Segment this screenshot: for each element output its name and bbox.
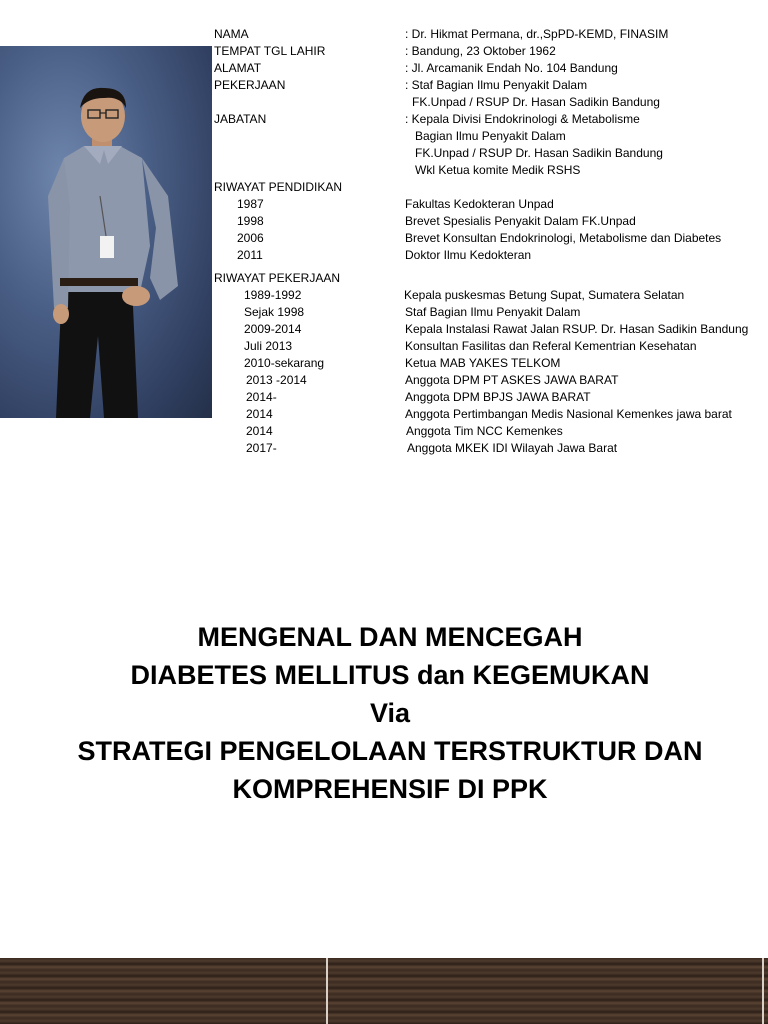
work-desc: Anggota Pertimbangan Medis Nasional Kemenkes jawa barat — [405, 407, 732, 421]
education-item — [214, 196, 768, 213]
work-item — [214, 304, 768, 321]
work-item — [214, 321, 768, 338]
field-pekerjaan — [214, 77, 768, 94]
field-value: : Jl. Arcamanik Endah No. 104 Bandung — [405, 61, 618, 75]
work-desc: Konsultan Fasilitas dan Referal Kementrian Kesehatan — [405, 339, 697, 353]
work-item — [214, 372, 768, 389]
work-desc: Anggota DPM PT ASKES JAWA BARAT — [405, 373, 619, 387]
work-year: 2009-2014 — [244, 322, 302, 336]
field-value: FK.Unpad / RSUP Dr. Hasan Sadikin Bandung — [412, 95, 660, 109]
field-label: NAMA — [214, 27, 249, 41]
field-value: : Dr. Hikmat Permana, dr.,SpPD-KEMD, FINASIM — [405, 27, 669, 41]
field-jabatan-cont — [214, 128, 768, 145]
presentation-title — [0, 618, 768, 808]
field-alamat — [214, 60, 768, 77]
work-year: 2010-sekarang — [244, 356, 325, 370]
work-year: 2013 -2014 — [246, 373, 307, 387]
education-desc: Brevet Konsultan Endokrinologi, Metabolisme dan Diabetes — [405, 231, 722, 245]
education-year: 2006 — [237, 231, 264, 245]
education-year: 1998 — [237, 214, 264, 228]
field-label: JABATAN — [214, 112, 267, 126]
wood-floor-band — [0, 958, 768, 1024]
work-desc: Anggota DPM BPJS JAWA BARAT — [405, 390, 591, 404]
work-item — [214, 440, 768, 457]
curriculum-vitae — [214, 26, 768, 457]
work-desc: Staf Bagian Ilmu Penyakit Dalam — [405, 305, 581, 319]
work-year: 1989-1992 — [244, 288, 302, 302]
education-desc: Doktor Ilmu Kedokteran — [405, 248, 532, 262]
field-jabatan-cont — [214, 162, 768, 179]
work-year: Juli 2013 — [244, 339, 293, 353]
title-line: Via — [369, 698, 411, 728]
work-item — [214, 338, 768, 355]
field-label: ALAMAT — [214, 61, 262, 75]
field-pekerjaan-cont — [214, 94, 768, 111]
work-desc: Kepala Instalasi Rawat Jalan RSUP. Dr. Hasan Sadikin Bandung — [405, 322, 749, 336]
education-item — [214, 230, 768, 247]
floor-seam — [326, 958, 328, 1024]
work-year: Sejak 1998 — [244, 305, 305, 319]
title-line: DIABETES MELLITUS dan KEGEMUKAN — [130, 660, 650, 690]
work-item — [214, 287, 768, 304]
field-value: Bagian Ilmu Penyakit Dalam — [415, 129, 566, 143]
work-item — [214, 406, 768, 423]
field-value: Wkl Ketua komite Medik RSHS — [415, 163, 581, 177]
work-item — [214, 355, 768, 372]
work-desc: Kepala puskesmas Betung Supat, Sumatera Selatan — [404, 288, 685, 302]
field-value: FK.Unpad / RSUP Dr. Hasan Sadikin Bandung — [415, 146, 663, 160]
floor-seam — [762, 958, 764, 1024]
work-desc: Anggota MKEK IDI Wilayah Jawa Barat — [407, 441, 618, 455]
education-year: 1987 — [237, 197, 264, 211]
work-desc: Anggota Tim NCC Kemenkes — [406, 424, 563, 438]
field-nama — [214, 26, 768, 43]
education-item — [214, 213, 768, 230]
field-jabatan — [214, 111, 768, 128]
field-value: : Staf Bagian Ilmu Penyakit Dalam — [405, 78, 588, 92]
speaker-photo — [0, 46, 212, 418]
field-label: TEMPAT TGL LAHIR — [214, 44, 326, 58]
field-label: PEKERJAAN — [214, 78, 286, 92]
education-desc: Brevet Spesialis Penyakit Dalam FK.Unpad — [405, 214, 636, 228]
title-line: STRATEGI PENGELOLAAN TERSTRUKTUR DAN — [77, 736, 703, 766]
title-line: MENGENAL DAN MENCEGAH — [197, 622, 583, 652]
education-desc: Fakultas Kedokteran Unpad — [405, 197, 554, 211]
work-year: 2014- — [246, 390, 277, 404]
work-item — [214, 423, 768, 440]
education-heading: RIWAYAT PENDIDIKAN — [214, 180, 343, 194]
field-value: : Kepala Divisi Endokrinologi & Metabolisme — [405, 112, 640, 126]
education-item — [214, 247, 768, 264]
work-item — [214, 389, 768, 406]
speaker-figure — [0, 46, 212, 418]
work-heading: RIWAYAT PEKERJAAN — [214, 271, 341, 285]
field-tempat-tgl-lahir — [214, 43, 768, 60]
field-value: : Bandung, 23 Oktober 1962 — [405, 44, 556, 58]
title-line: KOMPREHENSIF DI PPK — [232, 774, 548, 804]
education-year: 2011 — [237, 248, 263, 262]
work-year: 2017- — [246, 441, 277, 455]
field-jabatan-cont — [214, 145, 768, 162]
work-desc: Ketua MAB YAKES TELKOM — [405, 356, 561, 370]
work-year: 2014 — [246, 407, 273, 421]
work-year: 2014 — [246, 424, 273, 438]
